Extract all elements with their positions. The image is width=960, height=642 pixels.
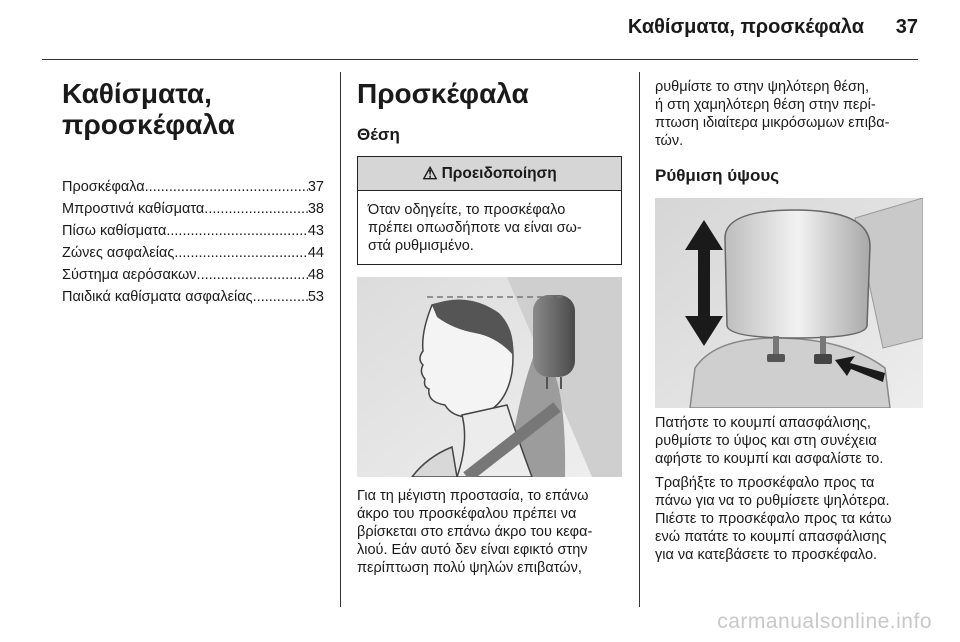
release-button xyxy=(814,354,832,364)
warning-line: στά ρυθμισμένο. xyxy=(368,238,474,254)
toc-leader-dots xyxy=(204,198,308,220)
toc-page: 37 xyxy=(307,179,324,195)
body-line: Τραβήξτε το προσκέφαλο προς τα xyxy=(655,475,875,491)
warning-box xyxy=(357,156,622,265)
toc-page: 53 xyxy=(307,289,324,305)
body-line: Πιέστε το προσκέφαλο προς τα κάτω xyxy=(655,511,892,527)
toc-page: 43 xyxy=(307,223,324,239)
body-line: πτωση ιδιαίτερα μικρόσωμων επιβα- xyxy=(655,115,890,131)
running-header-title: Καθίσματα, προσκέφαλα xyxy=(627,16,864,38)
toc-label: Παιδικά καθίσματα ασφαλείας xyxy=(62,289,253,305)
continued-text xyxy=(655,78,923,150)
column-contents xyxy=(62,72,324,308)
toc-label: Ζώνες ασφαλείας xyxy=(62,245,175,261)
subsection-title-position: Θέση xyxy=(357,125,400,144)
subsection-title-height: Ρύθμιση ύψους xyxy=(655,166,780,185)
column-divider-2 xyxy=(639,72,640,607)
body-line: ή στη χαμηλότερη θέση στην περί- xyxy=(655,97,876,113)
height-paragraph-2 xyxy=(655,474,923,564)
body-line: ρυθμίστε το ύψος και στη συνέχεια xyxy=(655,433,877,449)
toc-leader-dots xyxy=(174,242,308,264)
toc-page: 38 xyxy=(307,201,324,217)
column-divider-1 xyxy=(340,72,341,607)
toc-item-headrests[interactable] xyxy=(62,176,324,198)
chapter-title-line2: προσκέφαλα xyxy=(62,109,235,140)
toc-leader-dots xyxy=(166,220,308,242)
watermark: carmanualsonline.info xyxy=(717,610,932,633)
toc-label: Προσκέφαλα xyxy=(62,179,145,195)
warning-title: Προειδοποίηση xyxy=(441,164,557,182)
page-number: 37 xyxy=(895,16,918,38)
body-line: τών. xyxy=(655,133,684,149)
toc-label: Σύστημα αερόσακων xyxy=(62,267,197,283)
body-line: περίπτωση πολύ ψηλών επιβατών, xyxy=(357,560,582,576)
table-of-contents xyxy=(62,176,324,308)
headrest-shape xyxy=(725,210,870,338)
body-line: Για τη μέγιστη προστασία, το επάνω xyxy=(357,488,589,504)
warning-line: Όταν οδηγείτε, το προσκέφαλο xyxy=(368,202,566,218)
column-height-adjustment xyxy=(655,72,923,564)
toc-label: Πίσω καθίσματα xyxy=(62,223,167,239)
up-down-arrow-shaft xyxy=(698,243,710,323)
body-line: για να κατεβάσετε το προσκέφαλο. xyxy=(655,547,878,563)
toc-page: 44 xyxy=(307,245,324,261)
chapter-title xyxy=(62,78,324,140)
warning-header xyxy=(358,157,621,191)
warning-text xyxy=(358,191,621,264)
body-line: πάνω για να το ρυθμίσετε ψηλότερα. xyxy=(655,493,890,509)
body-line: ρυθμίστε το στην ψηλότερη θέση, xyxy=(655,79,870,95)
toc-page: 48 xyxy=(307,267,324,283)
body-line: αφήστε το κουμπί και ασφαλίστε το. xyxy=(655,451,884,467)
warning-icon: ⚠ xyxy=(422,163,438,183)
headrest-shape xyxy=(533,295,575,377)
post-guide xyxy=(767,354,785,362)
toc-leader-dots xyxy=(145,176,308,198)
headrest-position-illustration xyxy=(357,277,622,477)
toc-item-rear-seats[interactable] xyxy=(62,220,324,242)
position-body-text xyxy=(357,487,622,577)
body-line: ενώ πατάτε το κουμπί απασφάλισης xyxy=(655,529,887,545)
toc-leader-dots xyxy=(197,264,308,286)
section-title: Προσκέφαλα xyxy=(357,78,529,109)
toc-label: Μπροστινά καθίσματα xyxy=(62,201,205,217)
header-rule xyxy=(42,59,918,60)
body-line: Πατήστε το κουμπί απασφάλισης, xyxy=(655,415,871,431)
toc-item-child-seats[interactable] xyxy=(62,286,324,308)
body-line: βρίσκεται στο επάνω άκρο του κεφα- xyxy=(357,524,593,540)
toc-item-front-seats[interactable] xyxy=(62,198,324,220)
body-line: λιού. Εάν αυτό δεν είναι εφικτό στην xyxy=(357,542,588,558)
toc-item-seat-belts[interactable] xyxy=(62,242,324,264)
column-headrest-position xyxy=(357,72,622,577)
page-header xyxy=(0,0,960,60)
chapter-title-line1: Καθίσματα, xyxy=(62,78,212,109)
toc-item-airbag-system[interactable] xyxy=(62,264,324,286)
body-line: άκρο του προσκέφαλου πρέπει να xyxy=(357,506,577,522)
height-paragraph-1 xyxy=(655,414,923,468)
toc-leader-dots xyxy=(253,286,308,308)
warning-line: πρέπει οπωσδήποτε να είναι σω- xyxy=(368,220,582,236)
headrest-height-illustration xyxy=(655,198,923,408)
